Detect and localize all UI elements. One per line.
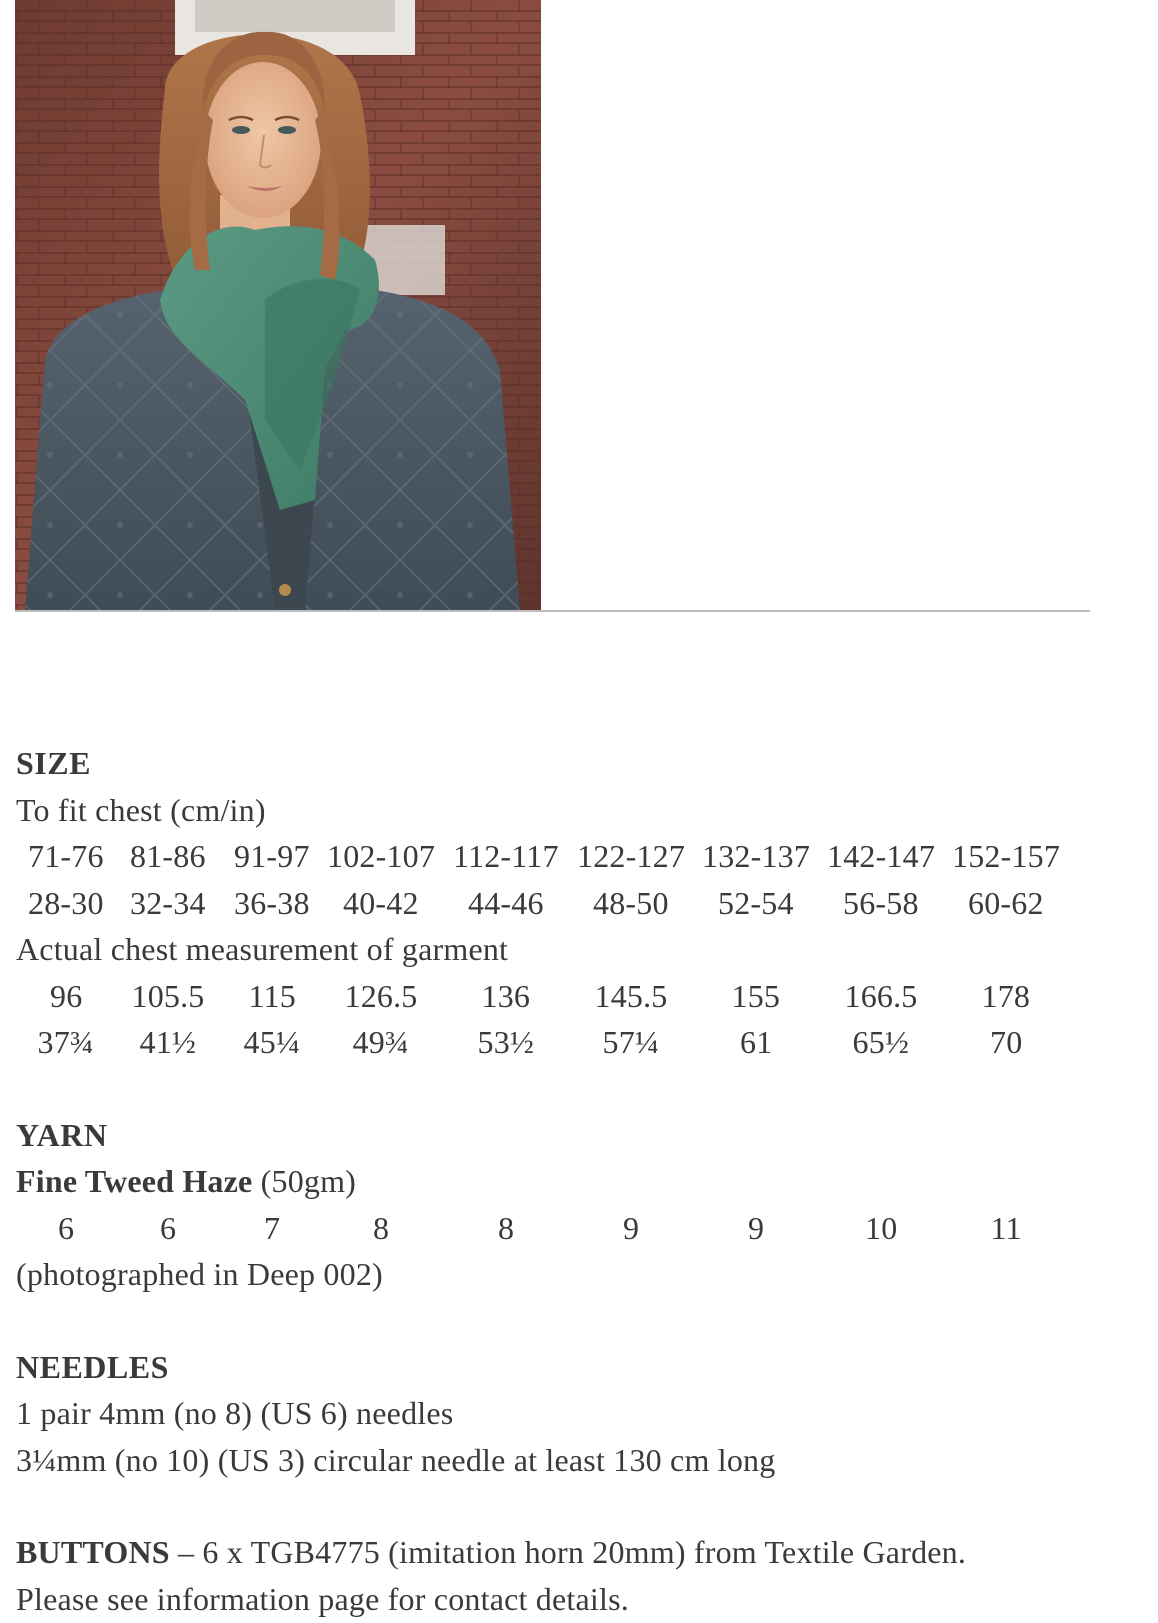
size-cell: 7: [264, 1209, 281, 1246]
size-cell: 178: [981, 977, 1031, 1014]
buttons-line: [16, 1529, 1146, 1576]
buttons-heading: BUTTONS: [16, 1534, 170, 1570]
size-cell: 8: [373, 1209, 390, 1246]
size-cell: 71-76: [28, 838, 104, 874]
size-cell: 41½: [139, 1024, 197, 1060]
size-cell: 142-147: [827, 838, 936, 874]
size-cell: 36-38: [234, 884, 310, 921]
size-cell: 57¼: [602, 1024, 660, 1060]
buttons-line-2: Please see information page for contact details.: [16, 1580, 629, 1617]
size-cell: 6: [160, 1209, 177, 1246]
size-cell: 96: [50, 977, 83, 1014]
size-cell: 61: [740, 1024, 773, 1060]
size-cell: 145.5: [594, 977, 668, 1014]
size-cell: 122-127: [577, 838, 686, 874]
size-cell: 105.5: [131, 977, 205, 1014]
actual-cm-row: [16, 973, 1146, 1020]
size-cell: 126.5: [344, 977, 418, 1014]
size-heading: SIZE: [16, 745, 91, 781]
size-cell: 49¾: [352, 1024, 410, 1060]
yarn-name: Fine Tweed Haze: [16, 1163, 253, 1199]
yarn-note: (photographed in Deep 002): [16, 1256, 383, 1292]
size-cell: 155: [731, 977, 781, 1014]
size-cell: 166.5: [844, 977, 918, 1014]
fit-cm-row: [16, 833, 1146, 880]
size-cell: 53½: [477, 1024, 535, 1060]
size-cell: 9: [623, 1209, 640, 1246]
size-cell: 112-117: [453, 838, 559, 874]
needles-line-1: 1 pair 4mm (no 8) (US 6) needles: [16, 1395, 454, 1431]
actual-in-row: [16, 1019, 1146, 1066]
size-cell: 37¾: [37, 1024, 95, 1060]
size-cell: 45¼: [243, 1024, 301, 1060]
buttons-text: – 6 x TGB4775 (imitation horn 20mm) from Textile Garden.: [169, 1534, 967, 1570]
size-cell: 91-97: [234, 838, 310, 874]
size-cell: 11: [990, 1209, 1022, 1246]
fit-chest-label: To fit chest (cm/in): [16, 791, 266, 828]
needles-heading: NEEDLES: [16, 1348, 169, 1385]
divider-rule: [15, 610, 1090, 612]
size-cell: 102-107: [327, 838, 436, 874]
size-cell: 28-30: [28, 884, 104, 921]
size-cell: 152-157: [952, 838, 1061, 874]
size-cell: 40-42: [343, 884, 419, 921]
size-cell: 10: [865, 1209, 898, 1246]
size-cell: 9: [748, 1209, 765, 1246]
size-cell: 65½: [852, 1024, 910, 1060]
yarn-name-line: [16, 1158, 1146, 1205]
size-cell: 81-86: [130, 838, 206, 874]
yarn-quantity-row: [16, 1205, 1146, 1252]
yarn-heading: YARN: [16, 1116, 108, 1153]
model-photo: [15, 0, 541, 611]
needles-line-2: 3¼mm (no 10) (US 3) circular needle at least 130 cm long: [16, 1441, 776, 1478]
size-cell: 136: [481, 977, 531, 1014]
size-cell: 52-54: [718, 884, 794, 921]
size-cell: 115: [248, 977, 296, 1014]
size-cell: 48-50: [593, 884, 669, 921]
yarn-weight: (50gm): [252, 1163, 357, 1199]
size-cell: 60-62: [968, 884, 1044, 921]
size-cell: 70: [990, 1024, 1023, 1060]
size-cell: 56-58: [843, 884, 919, 921]
size-cell: 32-34: [130, 884, 206, 921]
actual-chest-label: Actual chest measurement of garment: [16, 931, 509, 967]
size-cell: 6: [58, 1209, 75, 1246]
pattern-details: [16, 740, 1146, 1622]
size-cell: 132-137: [702, 838, 811, 874]
size-cell: 44-46: [468, 884, 544, 921]
fit-in-row: [16, 880, 1146, 927]
size-cell: 8: [498, 1209, 515, 1246]
